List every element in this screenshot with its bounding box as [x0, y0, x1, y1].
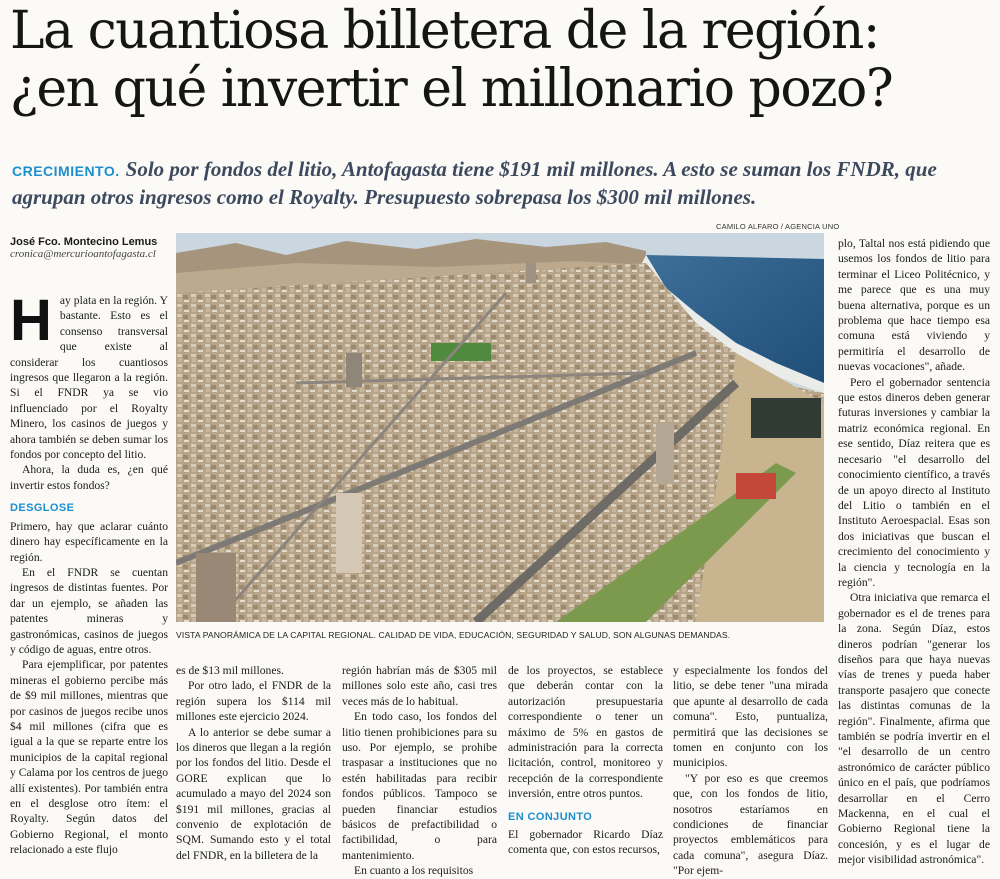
article-column-2: [176, 663, 331, 863]
article-column-4: [508, 663, 663, 858]
lead-paragraph: [12, 156, 988, 210]
headline-line-2: ¿en qué invertir el millonario pozo?: [10, 59, 893, 119]
article-column-6: [838, 236, 990, 868]
section-heading-desglose: DESGLOSE: [10, 502, 75, 515]
city-aerial-photo: [176, 233, 824, 622]
city-aerial-illustration: [176, 233, 824, 622]
article-paragraph: A lo anterior se debe sumar a los dineros que llegan a la región por los fondos del litio. Desde el GORE explican que lo acumulado a mayo del 2024 son $191 mil millones, gracias al convenio de explotación de SQM. Sumando esto y el total del FNDR, en la billetera de la: [176, 725, 331, 862]
article-paragraph: región habrían más de $305 mil millones solo este año, casi tres veces más de lo habitual.: [342, 664, 497, 708]
photo-caption: VISTA PANORÁMICA DE LA CAPITAL REGIONAL. CALIDAD DE VIDA, EDUCACIÓN, SEGURIDAD Y SALUD, SON ALGUNAS DEMANDAS.: [176, 630, 731, 640]
photo-credit: CAMILO ALFARO / AGENCIA UNO: [716, 222, 840, 231]
headline: [10, 2, 990, 118]
section-heading-en-conjunto: EN CONJUNTO: [508, 810, 593, 823]
article-column-1: [10, 288, 168, 858]
article-paragraph: es de $13 mil millones.: [176, 664, 284, 677]
article-paragraph: En cuanto a los requisitos: [354, 864, 474, 878]
article-paragraph: plo, Taltal nos está pidiendo que usemos los fondos de litio para terminar el Liceo Politécnico, y me parece que es una muy buena alternativa, porque es un problema que hace tiempo esa comuna está viviendo y permitiría el desarrollo de nuevas vocaciones", añade.: [838, 237, 990, 374]
dropcap: H: [10, 288, 52, 353]
article-paragraph: Otra iniciativa que remarca el gobernador es el de trenes para la zona. Según Díaz, estos dineros podrían "generar los diseños para que haya nuevas vías de trenes y pueda haber transporte pasajero que conecte las distintas comunas de la región". Finalmente, afirma que también se podría invertir en el "el desarrollo de un centro astronómico de carácter público único en el país, que podríamos desarrollar en el Cerro Mackenna, en el cual el Gobierno Regional tiene la concesión, y es el lugar de mejor visibilidad astronómica".: [838, 591, 990, 867]
article-paragraph: Para ejemplificar, por patentes mineras el gobierno percibe más de $9 mil millones, mientras que por casinos de juegos recibe unos $4 mil millones (cifra que es igual a la que se reparte entre los municipios de la capital regional y Calama por los centros de juego allí existentes). Por también entra en el desglose otro ítem: el Royalty. Según datos del Gobierno Regional, el monto relacionado a este flujo: [10, 658, 168, 857]
article-paragraph: Ahora, la duda es, ¿en qué invertir estos fondos?: [10, 463, 168, 492]
article-paragraph: de los proyectos, se establece que deberán contar con la autorización presupuestaria correspondiente o tener un máximo de 5% en gastos de administración para la correcta licitación, control, monitoreo y recepción de la correspondiente inversión, entre otros puntos.: [508, 664, 663, 801]
article-paragraph: Pero el gobernador sentencia que estos dineros deben generar futuras inversiones y cambiar la matriz económica regional. En ese sentido, Díaz reitera que es necesario "el desarrollo del conocimiento científico, a través de un apoyo directo al Instituto del Litio o también en el Instituto Aeroespacial. Esas son dos iniciativas que buscan el crecimiento del conocimiento y la ciencia y tecnología en la región".: [838, 375, 990, 589]
byline-author: José Fco. Montecino Lemus: [10, 236, 158, 248]
lead-text: Solo por fondos del litio, Antofagasta tiene $191 mil millones. A esto se suman los FNDR, que agrupan otros ingresos como el Royalty. Presupuesto sobrepasa los $300 mil millones.: [12, 157, 937, 209]
byline-email: cronica@mercurioantofagasta.cl: [10, 248, 156, 260]
lead-kicker: CRECIMIENTO.: [12, 163, 120, 179]
article-paragraph: ay plata en la región. Y bastante. Esto es el consenso transversal que existe al considerar los cuantiosos ingresos que llegaron a la región. Si el FNDR ya se vio influenciado por el Royalty Minero, los casinos de juegos y ahora también se deben sumar los fondos por concepto del litio.: [10, 294, 168, 462]
article-paragraph: Por otro lado, el FNDR de la región supera los $114 mil millones este ejercicio 2024.: [176, 679, 331, 724]
byline: [10, 236, 170, 260]
article-paragraph: y especialmente los fondos del litio, se debe tener "una mirada que apunte al desarrollo de cada comuna". Esto, puntualiza, permitirá que las decisiones se tomen en conjunto con los municipios.: [673, 664, 828, 770]
article-paragraph: En todo caso, los fondos del litio tienen prohibiciones para su uso. Por ejemplo, se prohibe traspasar a instituciones que no estén habilitadas para recibir fondos públicos. Tampoco se pueden financiar estudios básicos de prefactibilidad o factibilidad, o para mantenimiento.: [342, 710, 497, 862]
article-paragraph: Primero, hay que aclarar cuánto dinero hay específicamente en la región.: [10, 519, 168, 564]
article-column-3: [342, 663, 497, 879]
article-paragraph: En el FNDR se cuentan ingresos de distintas fuentes. Por dar un ejemplo, se añaden las patentes mineras y gastronómicas, casinos de juegos y código de aguas, entre otros.: [10, 565, 168, 656]
article-paragraph: "Y por eso es que creemos que, con los fondos de litio, nosotros estaríamos en condiciones de financiar proyectos emblemáticos para cada comuna", asegura Díaz. "Por ejem-: [673, 771, 828, 878]
article-paragraph: El gobernador Ricardo Díaz comenta que, con estos recursos,: [508, 828, 663, 857]
article-column-5: [673, 663, 828, 879]
headline-line-1: La cuantiosa billetera de la región:: [10, 1, 879, 61]
